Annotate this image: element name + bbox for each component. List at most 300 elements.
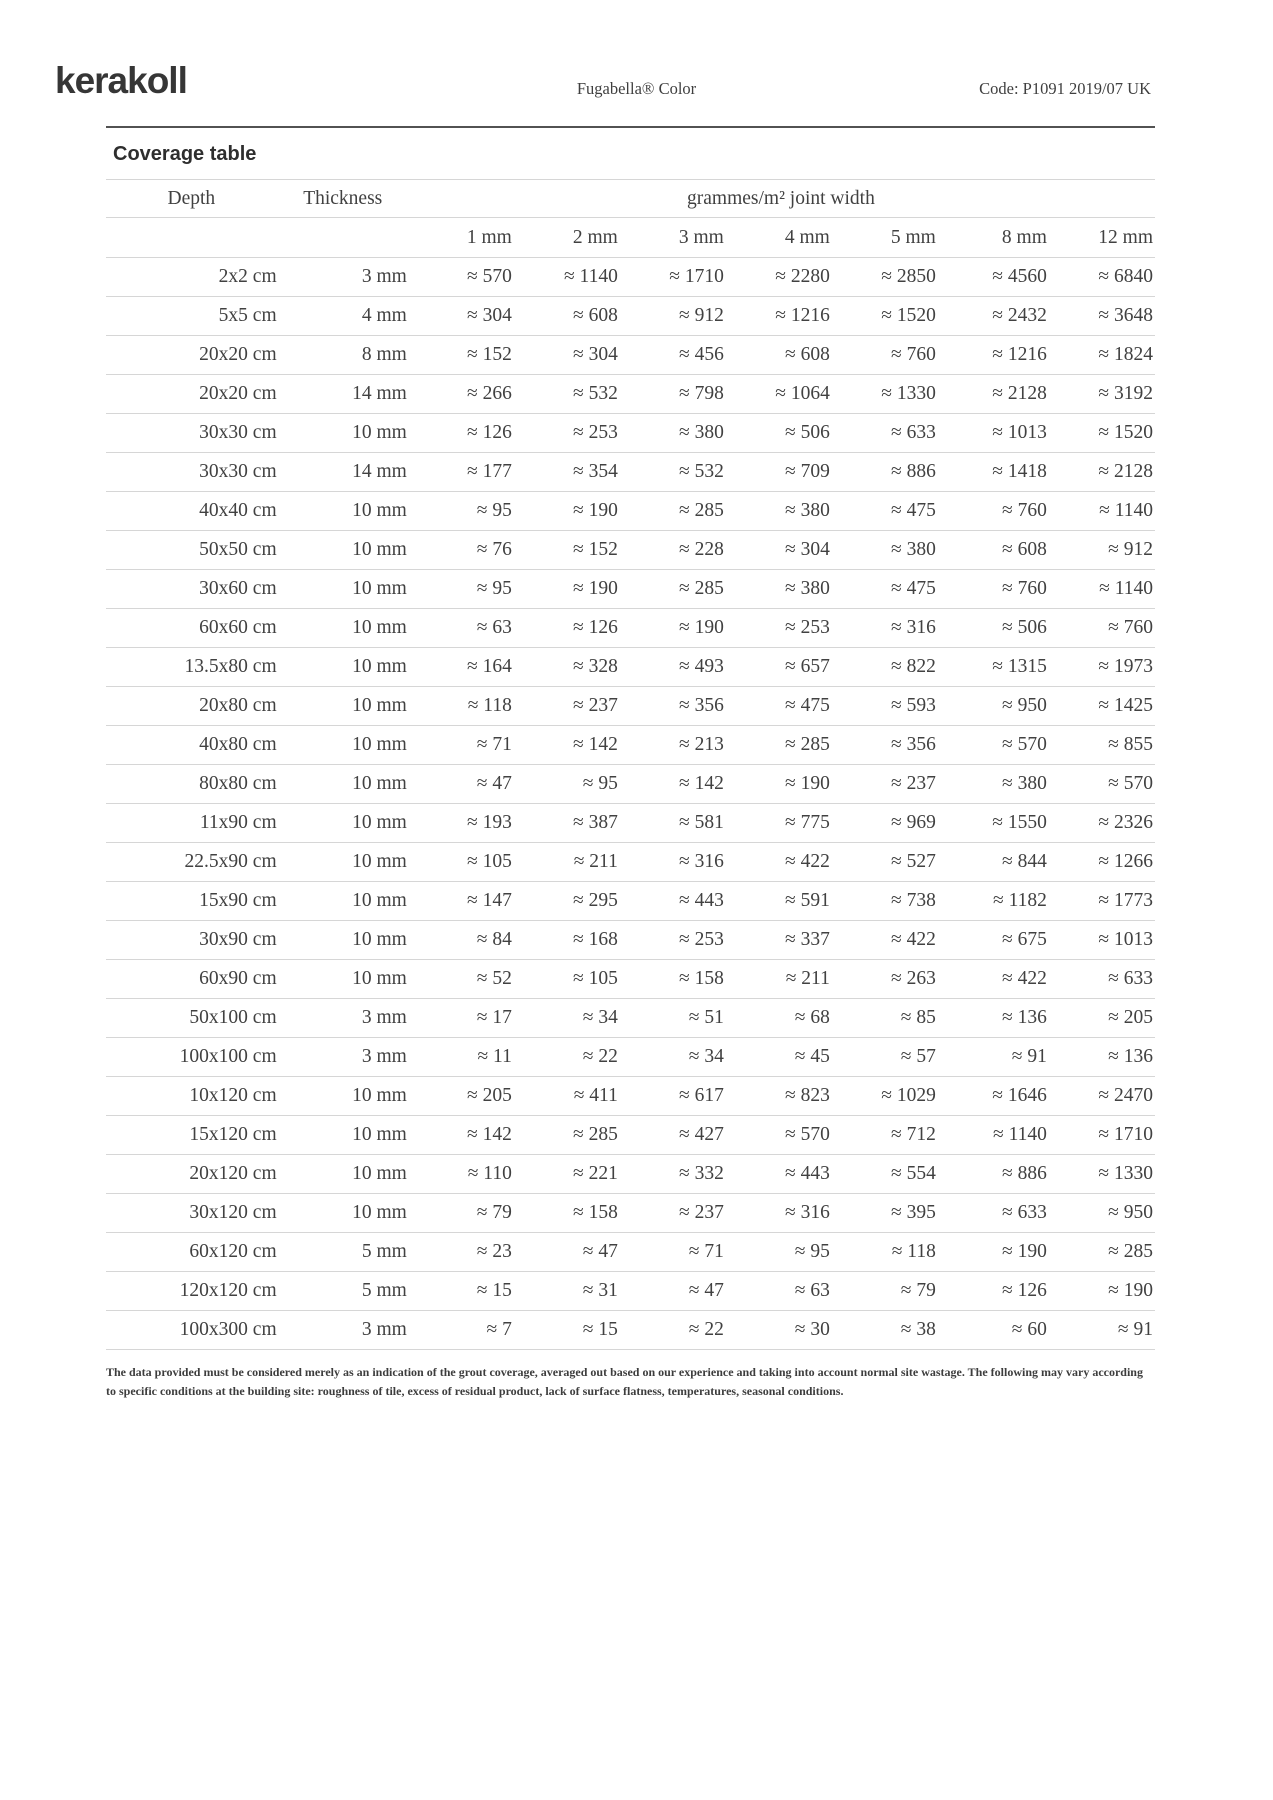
coverage-value-cell: ≈ 105: [573, 968, 618, 989]
coverage-table: [106, 179, 1155, 1350]
thickness-cell: 4 mm: [361, 305, 407, 326]
coverage-value-cell: ≈ 190: [1108, 1280, 1153, 1301]
coverage-value-cell: ≈ 190: [573, 500, 618, 521]
coverage-value-cell: ≈ 775: [785, 812, 830, 833]
table-row: [106, 921, 1155, 960]
joint-width-header: 1 mm: [466, 226, 512, 248]
joint-width-header: 4 mm: [784, 226, 830, 248]
joint-width-header: 5 mm: [890, 226, 936, 248]
coverage-value-cell: ≈ 380: [785, 578, 830, 599]
table-row: [106, 1194, 1155, 1233]
coverage-value-cell: ≈ 912: [1108, 539, 1153, 560]
coverage-value-cell: ≈ 1425: [1098, 695, 1153, 716]
table-row: [106, 843, 1155, 882]
coverage-value-cell: ≈ 263: [891, 968, 936, 989]
thickness-cell: 3 mm: [361, 1007, 407, 1028]
coverage-value-cell: ≈ 193: [467, 812, 512, 833]
coverage-value-cell: ≈ 304: [573, 344, 618, 365]
coverage-value-cell: ≈ 591: [785, 890, 830, 911]
coverage-value-cell: ≈ 332: [679, 1163, 724, 1184]
coverage-value-cell: ≈ 84: [476, 929, 512, 950]
coverage-value-cell: ≈ 316: [891, 617, 936, 638]
coverage-value-cell: ≈ 95: [794, 1241, 830, 1262]
coverage-value-cell: ≈ 2432: [992, 305, 1047, 326]
coverage-value-cell: ≈ 91: [1117, 1319, 1153, 1340]
thickness-cell: 10 mm: [352, 851, 407, 872]
coverage-value-cell: ≈ 17: [476, 1007, 512, 1028]
joint-width-header: 8 mm: [1001, 226, 1047, 248]
coverage-value-cell: ≈ 950: [1108, 1202, 1153, 1223]
thickness-cell: 10 mm: [352, 1202, 407, 1223]
coverage-value-cell: ≈ 1330: [881, 383, 936, 404]
coverage-value-cell: ≈ 95: [476, 500, 512, 521]
coverage-value-cell: ≈ 2470: [1098, 1085, 1153, 1106]
table-row: [106, 570, 1155, 609]
coverage-value-cell: ≈ 60: [1011, 1319, 1047, 1340]
coverage-value-cell: ≈ 554: [891, 1163, 936, 1184]
coverage-value-cell: ≈ 221: [573, 1163, 618, 1184]
thickness-cell: 5 mm: [361, 1241, 407, 1262]
coverage-value-cell: ≈ 570: [467, 266, 512, 287]
coverage-value-cell: ≈ 760: [1002, 578, 1047, 599]
thickness-cell: 10 mm: [352, 617, 407, 638]
depth-cell: 5x5 cm: [218, 305, 277, 326]
coverage-value-cell: ≈ 31: [582, 1280, 618, 1301]
thickness-cell: 8 mm: [361, 344, 407, 365]
coverage-value-cell: ≈ 2850: [881, 266, 936, 287]
thickness-cell: 14 mm: [352, 461, 407, 482]
coverage-value-cell: ≈ 475: [891, 500, 936, 521]
coverage-value-cell: ≈ 3192: [1098, 383, 1153, 404]
coverage-value-cell: ≈ 95: [582, 773, 618, 794]
coverage-value-cell: ≈ 422: [891, 929, 936, 950]
coverage-value-cell: ≈ 7: [486, 1319, 512, 1340]
coverage-value-cell: ≈ 136: [1108, 1046, 1153, 1067]
coverage-value-cell: ≈ 1418: [992, 461, 1047, 482]
table-row: [106, 1272, 1155, 1311]
coverage-value-cell: ≈ 354: [573, 461, 618, 482]
coverage-value-cell: ≈ 823: [785, 1085, 830, 1106]
coverage-value-cell: ≈ 570: [785, 1124, 830, 1145]
depth-cell: 11x90 cm: [199, 812, 277, 833]
grammes-group-header: grammes/m² joint width: [687, 187, 875, 209]
coverage-value-cell: ≈ 328: [573, 656, 618, 677]
coverage-value-cell: ≈ 237: [573, 695, 618, 716]
coverage-value-cell: ≈ 337: [785, 929, 830, 950]
coverage-value-cell: ≈ 1013: [1098, 929, 1153, 950]
table-row: [106, 1116, 1155, 1155]
coverage-value-cell: ≈ 633: [891, 422, 936, 443]
depth-cell: 60x90 cm: [199, 968, 277, 989]
coverage-value-cell: ≈ 1140: [1099, 578, 1153, 599]
coverage-value-cell: ≈ 506: [1002, 617, 1047, 638]
table-row: [106, 1155, 1155, 1194]
thickness-cell: 10 mm: [352, 539, 407, 560]
coverage-value-cell: ≈ 118: [891, 1241, 936, 1262]
coverage-value-cell: ≈ 1646: [992, 1085, 1047, 1106]
coverage-value-cell: ≈ 617: [679, 1085, 724, 1106]
depth-cell: 15x120 cm: [189, 1124, 277, 1145]
coverage-value-cell: ≈ 190: [1002, 1241, 1047, 1262]
coverage-value-cell: ≈ 51: [688, 1007, 724, 1028]
coverage-value-cell: ≈ 675: [1002, 929, 1047, 950]
coverage-value-cell: ≈ 581: [679, 812, 724, 833]
depth-cell: 50x50 cm: [199, 539, 277, 560]
table-row: [106, 804, 1155, 843]
coverage-value-cell: ≈ 1216: [992, 344, 1047, 365]
coverage-value-cell: ≈ 237: [891, 773, 936, 794]
coverage-value-cell: ≈ 45: [794, 1046, 830, 1067]
coverage-value-cell: ≈ 3648: [1098, 305, 1153, 326]
table-row: [106, 1077, 1155, 1116]
joint-width-header: 3 mm: [678, 226, 724, 248]
coverage-value-cell: ≈ 6840: [1098, 266, 1153, 287]
coverage-value-cell: ≈ 633: [1108, 968, 1153, 989]
thickness-cell: 14 mm: [352, 383, 407, 404]
coverage-value-cell: ≈ 118: [467, 695, 512, 716]
thickness-cell: 10 mm: [352, 773, 407, 794]
coverage-value-cell: ≈ 608: [1002, 539, 1047, 560]
coverage-value-cell: ≈ 912: [679, 305, 724, 326]
depth-cell: 30x30 cm: [199, 422, 277, 443]
table-footnote: The data provided must be considered merely as an indication of the grout coverage, averaged out based on our experience and taking into account normal site wastage. The following may vary according to specific conditions at the building site: roughness of tile, excess of residual product, lack of surface flatness, temperatures, seasonal conditions.: [106, 1365, 1143, 1399]
coverage-value-cell: ≈ 798: [679, 383, 724, 404]
coverage-value-cell: ≈ 23: [476, 1241, 512, 1262]
coverage-value-cell: ≈ 164: [467, 656, 512, 677]
coverage-value-cell: ≈ 190: [679, 617, 724, 638]
thickness-cell: 10 mm: [352, 812, 407, 833]
coverage-value-cell: ≈ 15: [582, 1319, 618, 1340]
coverage-value-cell: ≈ 1315: [992, 656, 1047, 677]
coverage-value-cell: ≈ 205: [467, 1085, 512, 1106]
coverage-value-cell: ≈ 30: [794, 1319, 830, 1340]
coverage-value-cell: ≈ 22: [582, 1046, 618, 1067]
thickness-cell: 10 mm: [352, 422, 407, 443]
coverage-value-cell: ≈ 152: [467, 344, 512, 365]
depth-cell: 100x300 cm: [179, 1319, 277, 1340]
coverage-value-cell: ≈ 211: [785, 968, 830, 989]
depth-cell: 80x80 cm: [199, 773, 277, 794]
coverage-value-cell: ≈ 126: [467, 422, 512, 443]
empty-header-cell: [279, 218, 409, 258]
empty-header-cell: [106, 218, 279, 258]
coverage-value-cell: ≈ 456: [679, 344, 724, 365]
coverage-value-cell: ≈ 532: [679, 461, 724, 482]
coverage-value-cell: ≈ 1773: [1098, 890, 1153, 911]
coverage-value-cell: ≈ 63: [476, 617, 512, 638]
thickness-cell: 10 mm: [352, 929, 407, 950]
coverage-value-cell: ≈ 136: [1002, 1007, 1047, 1028]
coverage-value-cell: ≈ 1029: [881, 1085, 936, 1106]
coverage-value-cell: ≈ 422: [785, 851, 830, 872]
coverage-value-cell: ≈ 356: [679, 695, 724, 716]
coverage-value-cell: ≈ 126: [573, 617, 618, 638]
coverage-value-cell: ≈ 709: [785, 461, 830, 482]
joint-width-header: 12 mm: [1098, 226, 1153, 248]
depth-cell: 30x90 cm: [199, 929, 277, 950]
coverage-value-cell: ≈ 1710: [1098, 1124, 1153, 1145]
document-code: Code: P1091 2019/07 UK: [979, 79, 1151, 98]
coverage-value-cell: ≈ 2326: [1098, 812, 1153, 833]
thickness-cell: 10 mm: [352, 1163, 407, 1184]
thickness-column-header: Thickness: [303, 187, 383, 209]
thickness-cell: 10 mm: [352, 734, 407, 755]
coverage-value-cell: ≈ 79: [476, 1202, 512, 1223]
coverage-value-cell: ≈ 110: [467, 1163, 512, 1184]
coverage-value-cell: ≈ 57: [900, 1046, 936, 1067]
coverage-value-cell: ≈ 608: [785, 344, 830, 365]
coverage-value-cell: ≈ 34: [688, 1046, 724, 1067]
table-row: [106, 960, 1155, 999]
depth-cell: 13.5x80 cm: [184, 656, 277, 677]
depth-cell: 20x20 cm: [199, 383, 277, 404]
coverage-value-cell: ≈ 285: [573, 1124, 618, 1145]
coverage-table-title: Coverage table: [113, 143, 257, 165]
coverage-value-cell: ≈ 2128: [992, 383, 1047, 404]
coverage-value-cell: ≈ 228: [679, 539, 724, 560]
coverage-value-cell: ≈ 475: [891, 578, 936, 599]
table-row: [106, 999, 1155, 1038]
depth-cell: 22.5x90 cm: [184, 851, 277, 872]
coverage-value-cell: ≈ 158: [679, 968, 724, 989]
table-row: [106, 375, 1155, 414]
table-row: [106, 492, 1155, 531]
coverage-value-cell: ≈ 52: [476, 968, 512, 989]
coverage-value-cell: ≈ 1140: [993, 1124, 1047, 1145]
coverage-value-cell: ≈ 380: [785, 500, 830, 521]
coverage-value-cell: ≈ 380: [679, 422, 724, 443]
coverage-value-cell: ≈ 356: [891, 734, 936, 755]
coverage-value-cell: ≈ 593: [891, 695, 936, 716]
joint-width-header-row: [106, 218, 1155, 258]
coverage-value-cell: ≈ 532: [573, 383, 618, 404]
depth-cell: 50x100 cm: [189, 1007, 277, 1028]
joint-width-header: 2 mm: [572, 226, 618, 248]
coverage-value-cell: ≈ 95: [476, 578, 512, 599]
coverage-value-cell: ≈ 1266: [1098, 851, 1153, 872]
coverage-value-cell: ≈ 422: [1002, 968, 1047, 989]
coverage-value-cell: ≈ 285: [785, 734, 830, 755]
coverage-value-cell: ≈ 190: [785, 773, 830, 794]
coverage-value-cell: ≈ 11: [477, 1046, 512, 1067]
coverage-value-cell: ≈ 71: [688, 1241, 724, 1262]
coverage-value-cell: ≈ 295: [573, 890, 618, 911]
coverage-value-cell: ≈ 493: [679, 656, 724, 677]
coverage-value-cell: ≈ 142: [573, 734, 618, 755]
coverage-value-cell: ≈ 1330: [1098, 1163, 1153, 1184]
table-row: [106, 765, 1155, 804]
coverage-value-cell: ≈ 152: [573, 539, 618, 560]
coverage-value-cell: ≈ 1182: [993, 890, 1047, 911]
coverage-value-cell: ≈ 316: [679, 851, 724, 872]
depth-cell: 30x60 cm: [199, 578, 277, 599]
coverage-value-cell: ≈ 190: [573, 578, 618, 599]
coverage-value-cell: ≈ 1520: [1098, 422, 1153, 443]
coverage-value-cell: ≈ 608: [573, 305, 618, 326]
coverage-value-cell: ≈ 1520: [881, 305, 936, 326]
coverage-value-cell: ≈ 79: [900, 1280, 936, 1301]
coverage-value-cell: ≈ 142: [467, 1124, 512, 1145]
coverage-value-cell: ≈ 47: [688, 1280, 724, 1301]
coverage-value-cell: ≈ 85: [900, 1007, 936, 1028]
table-row: [106, 1038, 1155, 1077]
coverage-value-cell: ≈ 1216: [775, 305, 830, 326]
table-row: [106, 531, 1155, 570]
coverage-value-cell: ≈ 411: [573, 1085, 618, 1106]
table-row: [106, 609, 1155, 648]
depth-cell: 40x80 cm: [199, 734, 277, 755]
depth-cell: 30x30 cm: [199, 461, 277, 482]
coverage-value-cell: ≈ 844: [1002, 851, 1047, 872]
coverage-value-cell: ≈ 211: [573, 851, 618, 872]
table-row: [106, 336, 1155, 375]
kerakoll-logo: kerakoll: [55, 60, 187, 101]
depth-cell: 40x40 cm: [199, 500, 277, 521]
coverage-value-cell: ≈ 142: [679, 773, 724, 794]
coverage-value-cell: ≈ 205: [1108, 1007, 1153, 1028]
coverage-value-cell: ≈ 1710: [669, 266, 724, 287]
coverage-value-cell: ≈ 1140: [1099, 500, 1153, 521]
coverage-value-cell: ≈ 316: [785, 1202, 830, 1223]
coverage-value-cell: ≈ 657: [785, 656, 830, 677]
thickness-cell: 10 mm: [352, 500, 407, 521]
table-row: [106, 453, 1155, 492]
thickness-cell: 10 mm: [352, 578, 407, 599]
coverage-value-cell: ≈ 443: [785, 1163, 830, 1184]
coverage-value-cell: ≈ 237: [679, 1202, 724, 1223]
table-row: [106, 297, 1155, 336]
coverage-value-cell: ≈ 285: [1108, 1241, 1153, 1262]
coverage-value-cell: ≈ 22: [688, 1319, 724, 1340]
coverage-value-cell: ≈ 1064: [775, 383, 830, 404]
coverage-value-cell: ≈ 253: [785, 617, 830, 638]
coverage-value-cell: ≈ 76: [476, 539, 512, 560]
thickness-cell: 10 mm: [352, 695, 407, 716]
coverage-value-cell: ≈ 570: [1108, 773, 1153, 794]
thickness-cell: 5 mm: [361, 1280, 407, 1301]
coverage-value-cell: ≈ 969: [891, 812, 936, 833]
coverage-value-cell: ≈ 395: [891, 1202, 936, 1223]
coverage-value-cell: ≈ 1013: [992, 422, 1047, 443]
coverage-value-cell: ≈ 822: [891, 656, 936, 677]
table-row: [106, 882, 1155, 921]
thickness-cell: 3 mm: [361, 1319, 407, 1340]
coverage-value-cell: ≈ 380: [891, 539, 936, 560]
depth-cell: 20x80 cm: [199, 695, 277, 716]
table-header-row: [106, 180, 1155, 218]
table-row: [106, 258, 1155, 297]
coverage-value-cell: ≈ 177: [467, 461, 512, 482]
depth-column-header: Depth: [167, 187, 216, 209]
coverage-value-cell: ≈ 2128: [1098, 461, 1153, 482]
coverage-value-cell: ≈ 760: [1108, 617, 1153, 638]
depth-cell: 20x120 cm: [189, 1163, 277, 1184]
coverage-value-cell: ≈ 15: [476, 1280, 512, 1301]
coverage-value-cell: ≈ 4560: [992, 266, 1047, 287]
coverage-value-cell: ≈ 213: [679, 734, 724, 755]
coverage-value-cell: ≈ 380: [1002, 773, 1047, 794]
depth-cell: 10x120 cm: [189, 1085, 277, 1106]
table-row: [106, 414, 1155, 453]
coverage-value-cell: ≈ 105: [467, 851, 512, 872]
table-row: [106, 726, 1155, 765]
coverage-value-cell: ≈ 506: [785, 422, 830, 443]
coverage-value-cell: ≈ 633: [1002, 1202, 1047, 1223]
coverage-value-cell: ≈ 1550: [992, 812, 1047, 833]
coverage-value-cell: ≈ 253: [679, 929, 724, 950]
product-name: Fugabella® Color: [576, 79, 697, 98]
thickness-cell: 10 mm: [352, 968, 407, 989]
coverage-value-cell: ≈ 427: [679, 1124, 724, 1145]
table-row: [106, 1311, 1155, 1350]
thickness-cell: 3 mm: [361, 1046, 407, 1067]
coverage-value-cell: ≈ 443: [679, 890, 724, 911]
coverage-value-cell: ≈ 1973: [1098, 656, 1153, 677]
coverage-value-cell: ≈ 570: [1002, 734, 1047, 755]
depth-cell: 15x90 cm: [199, 890, 277, 911]
content-area: [106, 126, 1155, 1401]
coverage-value-cell: ≈ 266: [467, 383, 512, 404]
thickness-cell: 10 mm: [352, 1124, 407, 1145]
thickness-cell: 10 mm: [352, 890, 407, 911]
coverage-value-cell: ≈ 285: [679, 500, 724, 521]
coverage-value-cell: ≈ 1140: [563, 266, 618, 287]
coverage-value-cell: ≈ 71: [476, 734, 512, 755]
depth-cell: 120x120 cm: [179, 1280, 277, 1301]
coverage-value-cell: ≈ 47: [476, 773, 512, 794]
coverage-value-cell: ≈ 712: [891, 1124, 936, 1145]
table-row: [106, 648, 1155, 687]
coverage-value-cell: ≈ 760: [1002, 500, 1047, 521]
depth-cell: 2x2 cm: [218, 266, 277, 287]
coverage-value-cell: ≈ 126: [1002, 1280, 1047, 1301]
coverage-value-cell: ≈ 304: [467, 305, 512, 326]
coverage-value-cell: ≈ 475: [785, 695, 830, 716]
coverage-value-cell: ≈ 527: [891, 851, 936, 872]
coverage-value-cell: ≈ 91: [1011, 1046, 1047, 1067]
thickness-cell: 3 mm: [361, 266, 407, 287]
depth-cell: 20x20 cm: [199, 344, 277, 365]
coverage-value-cell: ≈ 285: [679, 578, 724, 599]
coverage-value-cell: ≈ 304: [785, 539, 830, 560]
coverage-value-cell: ≈ 253: [573, 422, 618, 443]
coverage-value-cell: ≈ 168: [573, 929, 618, 950]
thickness-cell: 10 mm: [352, 1085, 407, 1106]
coverage-value-cell: ≈ 760: [891, 344, 936, 365]
coverage-value-cell: ≈ 147: [467, 890, 512, 911]
coverage-value-cell: ≈ 2280: [775, 266, 830, 287]
coverage-value-cell: ≈ 387: [573, 812, 618, 833]
coverage-value-cell: ≈ 47: [582, 1241, 618, 1262]
depth-cell: 100x100 cm: [179, 1046, 277, 1067]
depth-cell: 60x120 cm: [189, 1241, 277, 1262]
coverage-value-cell: ≈ 63: [794, 1280, 830, 1301]
coverage-value-cell: ≈ 738: [891, 890, 936, 911]
coverage-value-cell: ≈ 34: [582, 1007, 618, 1028]
coverage-value-cell: ≈ 1824: [1098, 344, 1153, 365]
coverage-value-cell: ≈ 950: [1002, 695, 1047, 716]
coverage-value-cell: ≈ 68: [794, 1007, 830, 1028]
depth-cell: 60x60 cm: [199, 617, 277, 638]
thickness-cell: 10 mm: [352, 656, 407, 677]
coverage-value-cell: ≈ 886: [891, 461, 936, 482]
depth-cell: 30x120 cm: [189, 1202, 277, 1223]
coverage-value-cell: ≈ 38: [900, 1319, 936, 1340]
coverage-value-cell: ≈ 886: [1002, 1163, 1047, 1184]
table-row: [106, 1233, 1155, 1272]
coverage-value-cell: ≈ 158: [573, 1202, 618, 1223]
coverage-value-cell: ≈ 855: [1108, 734, 1153, 755]
